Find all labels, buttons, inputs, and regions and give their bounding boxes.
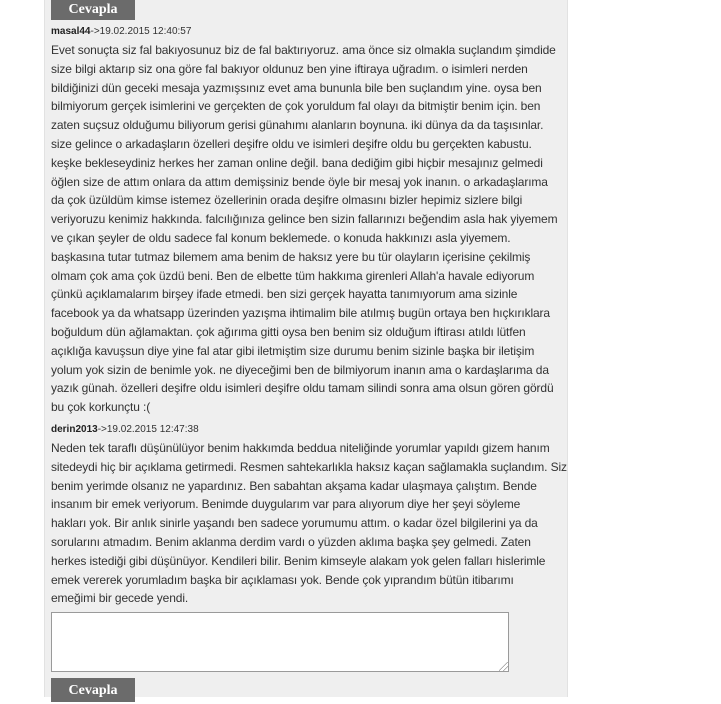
comment-line: veriyoruzu kenimiz hakkında. falcılığınıza gelince ben sizin fallarınızı beğendim asla hak yiyemem: [51, 212, 558, 227]
reply-button[interactable]: Cevapla: [51, 678, 135, 702]
comment-line: size bilgi aktarıp siz ona göre fal bakıyor oldunuz ben yine iftiraya uğradım. o isimleri nerden: [51, 61, 528, 76]
comment-line: zaten suçsuz olduğumu biliyorum gerisi günahımı alanların boynuna. iki dünya da da taşısınlar.: [51, 118, 544, 133]
comment-timestamp: ->19.02.2015 12:47:38: [97, 424, 199, 435]
comment-line: hakları yok. Bir anlık sinirle yaşandı ben sadece yorumumu attım. o kadar özel bilgilerini ya da: [51, 516, 538, 531]
comment-line: başkasına tutar tutmaz bilemem ama benim de haksız yere bu tür olayların içerisine çekilmiş: [51, 249, 531, 264]
comment-line: boğuldum dün ağlamaktan. çok ağırıma gitti oysa ben benim siz olduğum iftirası atıldı lütfen: [51, 324, 526, 339]
comment-line: bilmiyorum gerçek isimlerini ve gerçekten de çok yoruldum fal olayı da bitmiştir benim için. ben: [51, 99, 541, 114]
comment-line: yolum yok sizin de benimle yok. ne diyeceğimi ben de bilmiyorum inanın ama o kardaşlarıma da: [51, 362, 549, 377]
comment-line: keşke bekleseydiniz herkes her zaman online değil. bana dediğim gibi hiçbir mesajınız gelmedi: [51, 155, 543, 170]
comment-line: benim yerimde olsanız ne yapardınız. Ben sabahtan akşama kadar ulaşmaya çalıştım. Bende: [51, 478, 537, 493]
comment-author[interactable]: masal44: [51, 26, 91, 37]
comment-line: sorularını atmadım. Benim aklanma derdim vardı o yüzden aklıma başka şey gelmedi. Zaten: [51, 534, 531, 549]
comment-header: [51, 26, 191, 37]
comment-line: da çok üzüldüm kimse istemez özellerinin orada deşifre olmasını bizler hepimiz sizlere bilgi: [51, 193, 523, 208]
comment-text: [51, 41, 569, 417]
comment-line: açıklığa kavuşsun diye yine fal atar gibi iletmiştim size durumu benim sizinle başka bir iletişim: [51, 343, 535, 358]
comment-line: öğlen size de attım onlara da attım demişsiniz bende öyle bir mesaj yok inanın. o arkadaşlarıma: [51, 174, 548, 189]
comment-header: [51, 424, 199, 435]
reply-textarea[interactable]: [51, 612, 509, 672]
comment-line: ve çıkan şeyler de oldu sadece fal konum beklemede. o konuda hakkınızı asla yiyemem.: [51, 230, 511, 245]
comment-line: Evet sonuçta siz fal bakıyosunuz biz de fal baktırıyoruz. ama önce siz olmakla suçlandım şimdide: [51, 43, 556, 57]
comment-line: herkes istediği gibi düşünüyor. Kendileri bilir. Benim kimseyle alakam yok gelen falları hislerimle: [51, 553, 546, 568]
comment-line: olmam çok ama çok üzdü beni. Ben de elbette tüm hakkıma girenleri Allah'a havale ediyorum: [51, 268, 535, 283]
comment-text: [51, 439, 569, 608]
comment-line: sitedeydi hiç bir açıklama getirmedi. Resmen sahtekarlıkla haksız kaçan sağlamakla suçlandım. Siz: [51, 459, 567, 474]
comment-line: Neden tek taraflı düşünülüyor benim hakkımda beddua niteliğinde yorumlar yapıldı gizem hanım: [51, 441, 550, 455]
comment-line: emeğimi bir gecede yendi.: [51, 591, 189, 606]
comment-author[interactable]: derin2013: [51, 424, 98, 435]
comment-line: size gelince o arkadaşların özelleri deşifre oldu ve isimleri deşifre oldu bu gerçekten kabustu.: [51, 136, 532, 151]
resize-handle-icon[interactable]: [499, 662, 508, 671]
comment-line: facebook ya da whatsapp üzerinden yazışma ihtimalim bile atılmış bugün ortaya ben hıçkırıklara: [51, 306, 550, 321]
comment-line: bu çok korkunçtu :(: [51, 400, 151, 415]
comment-timestamp: ->19.02.2015 12:40:57: [90, 26, 192, 37]
reply-button[interactable]: Cevapla: [51, 0, 135, 20]
comment-line: insanım bir emek veriyorum. Benimde duygularım var para alıyorum diye her şeyi söyleme: [51, 497, 521, 512]
comment-line: çünkü açıklamalarım birşey ifade etmedi. ben sizi gerçek hayatta tanımıyorum ama sizinle: [51, 287, 518, 302]
comment-line: bildiğinizi dün geceki mesaja yazmışsınız evet ama bununla bile ben suçlandım yine. oysa ben: [51, 80, 542, 95]
comment-line: yazık günah. özelleri deşifre oldu isimleri deşifre oldu tamam silindi sonra ama olsun gören gördü: [51, 381, 554, 396]
comment-line: emek vererek yorumladım başka bir açıklaması yok. Bende çok yıprandım bütün itibarımı: [51, 572, 514, 587]
